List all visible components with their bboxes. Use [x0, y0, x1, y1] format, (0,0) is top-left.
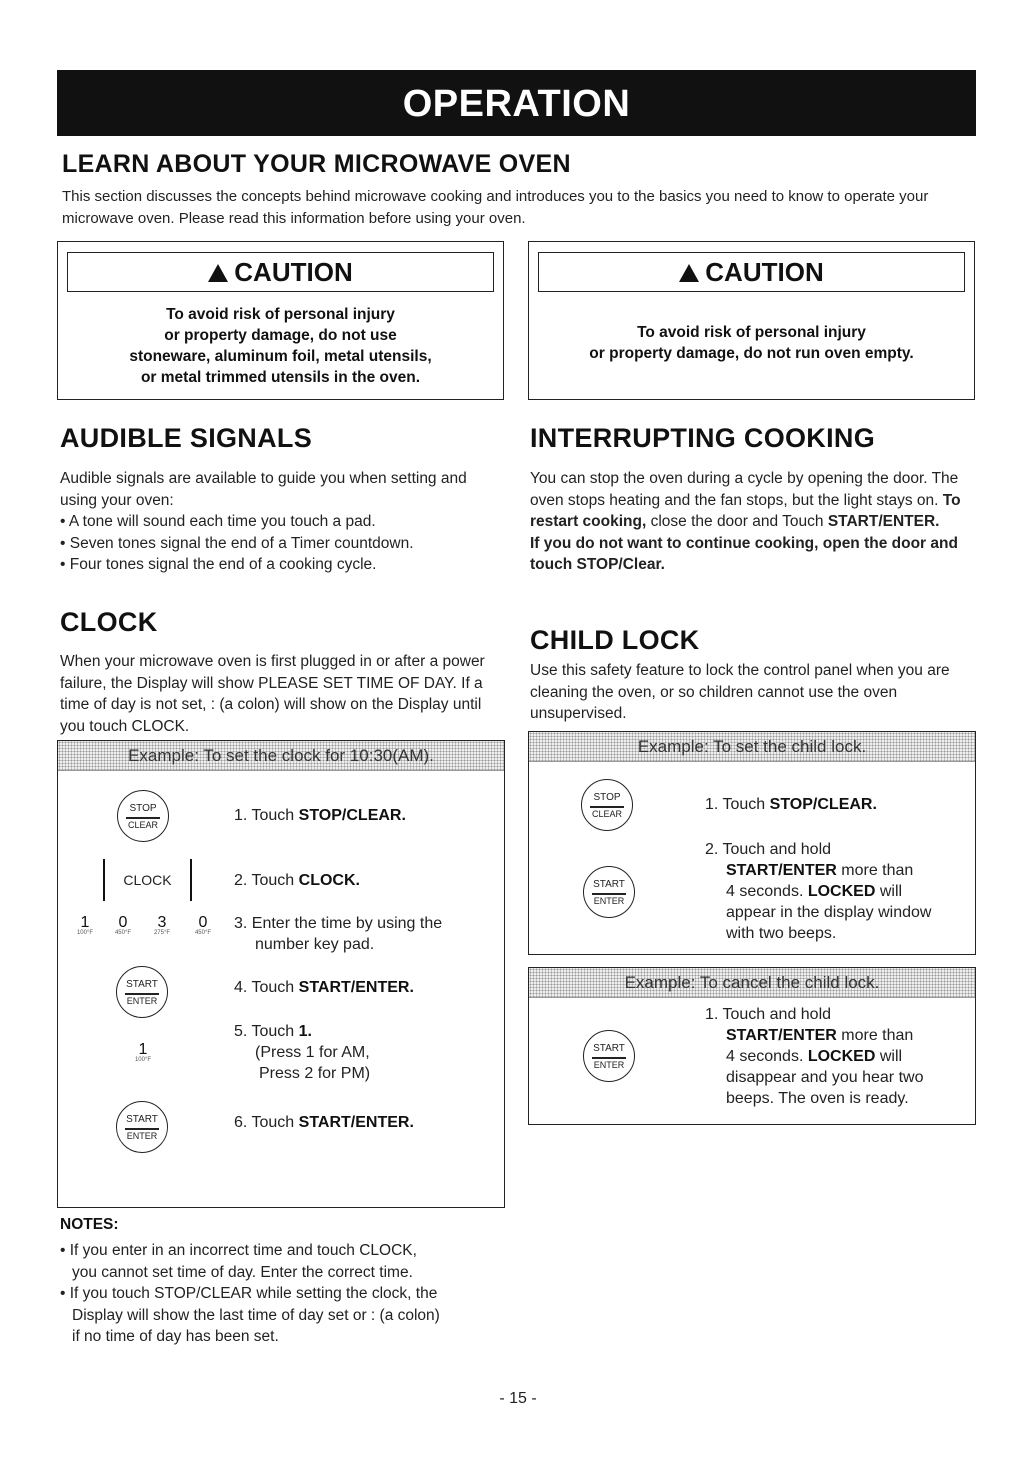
caution-box-right	[528, 241, 975, 400]
number-key: 0 450°F	[194, 914, 212, 936]
clock-step-4: 4. Touch START/ENTER.	[234, 979, 414, 996]
clock-example-box	[57, 740, 505, 1208]
clock-step-1: 1. Touch STOP/CLEAR.	[234, 807, 406, 824]
clock-step-3: 3. Enter the time by using the number key pad.	[234, 915, 443, 953]
clock-step-5: 5. Touch 1. (Press 1 for AM, Press 2 for PM)	[234, 1023, 371, 1082]
caution-text-right: To avoid risk of personal injury or property damage, do not run oven empty.	[589, 324, 914, 362]
start-enter-button: START ENTER	[116, 1101, 168, 1153]
page-number: - 15 -	[499, 1390, 537, 1407]
audible-text: Audible signals are available to guide you when setting and using your oven: • A tone will sound each time you touch a pad. • Seven tones signal the end of a Timer countdown. • Four tones signal the end of a cooking cycle.	[60, 470, 467, 573]
clock-step-6: 6. Touch START/ENTER.	[234, 1114, 414, 1131]
clock-key: CLOCK	[103, 859, 192, 901]
child-lock-set-box	[528, 731, 976, 955]
number-key: 0 450°F	[114, 914, 132, 936]
notes-text: • If you enter in an incorrect time and touch CLOCK, you cannot set time of day. Enter the correct time. • If you touch STOP/CLEAR while setting the clock, the Display will show the last time of day set or : (a colon) if no time of day has been set.	[60, 1242, 440, 1345]
learn-text: This section discusses the concepts behind microwave cooking and introduces you to the basics you need to know to operate your microwave oven. Please read this information before using your oven.	[62, 188, 929, 227]
child-set-step-1: 1. Touch STOP/CLEAR.	[705, 796, 877, 813]
caution-heading-right: !CAUTION	[538, 252, 965, 292]
warning-icon	[208, 264, 228, 282]
interrupt-title: INTERRUPTING COOKING	[530, 423, 876, 453]
interrupt-text: You can stop the oven during a cycle by opening the door. The oven stops heating and the fan stops, but the light stays on. To restart cooking, close the door and Touch START/ENTER. If you do not want to continue cooking, open the door and touch STOP/Clear.	[530, 470, 961, 573]
number-key: 1 100°F	[76, 914, 94, 936]
warning-icon	[679, 264, 699, 282]
caution-heading-left: !CAUTION	[67, 252, 494, 292]
child-lock-set-title: Example: To set the child lock.	[529, 732, 975, 762]
section-banner: OPERATION	[57, 70, 976, 136]
learn-title: LEARN ABOUT YOUR MICROWAVE OVEN	[62, 150, 571, 178]
child-lock-cancel-box	[528, 967, 976, 1125]
audible-title: AUDIBLE SIGNALS	[60, 423, 313, 453]
caution-text-left: To avoid risk of personal injury or property damage, do not use stoneware, aluminum foil, metal utensils, or metal trimmed utensils in the oven.	[129, 306, 432, 386]
clock-title: CLOCK	[60, 607, 158, 637]
start-enter-button: START ENTER	[116, 966, 168, 1018]
clock-step-2: 2. Touch CLOCK.	[234, 872, 360, 889]
number-key: 3 275°F	[153, 914, 171, 936]
clock-text: When your microwave oven is first plugged in or after a power failure, the Display will show PLEASE SET TIME OF DAY. If a time of day is not set, : (a colon) will show on the Display until you touch CLOCK.	[60, 653, 485, 735]
child-set-step-2: 2. Touch and hold START/ENTER more than 4 seconds. LOCKED will appear in the display window with two beeps.	[705, 841, 932, 942]
notes-title: NOTES:	[60, 1216, 119, 1233]
number-key-1: 1 100°F	[134, 1041, 152, 1063]
child-lock-text: Use this safety feature to lock the control panel when you are cleaning the oven, or so children cannot use the oven unsupervised.	[530, 662, 950, 722]
child-lock-title: CHILD LOCK	[530, 625, 700, 655]
start-enter-button: START ENTER	[583, 866, 635, 918]
clock-example-title: Example: To set the clock for 10:30(AM).	[58, 741, 504, 771]
start-enter-button: START ENTER	[583, 1030, 635, 1082]
caution-box-left	[57, 241, 504, 400]
stop-clear-button: STOP CLEAR	[117, 790, 169, 842]
stop-clear-button: STOP CLEAR	[581, 779, 633, 831]
child-lock-cancel-title: Example: To cancel the child lock.	[529, 968, 975, 998]
child-cancel-step-1: 1. Touch and hold START/ENTER more than 4 seconds. LOCKED will disappear and you hear two beeps. The oven is ready.	[705, 1006, 924, 1107]
